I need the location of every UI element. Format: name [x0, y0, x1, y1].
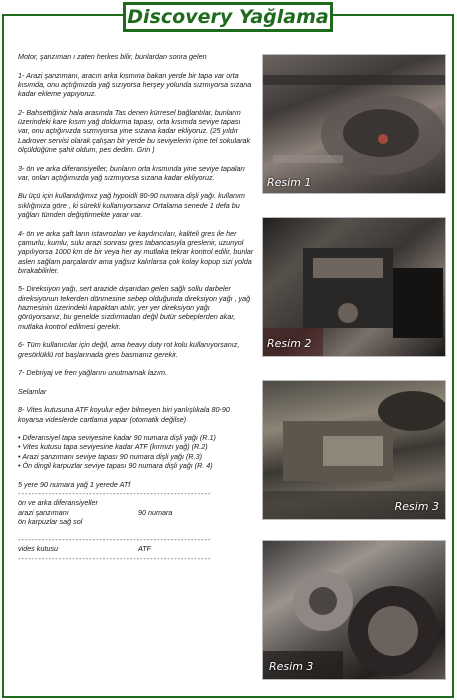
- intro-text: Motor, şanzıman ı zaten herkes bilir, bunlardan sonra gelen: [18, 52, 207, 61]
- title-box: [123, 2, 333, 32]
- paragraph-7: 7- Debriyaj ve fren yağlarını unutmamak lazım.: [18, 368, 168, 378]
- paragraph-3: 3- ön ve arka diferansiyeller, bunların orta kısmında yine seviye tapaları var, onları açtığımızda yağ sızmıyorsa sızana kadar ekliyoruz.: [18, 163, 245, 182]
- summary-row: [18, 508, 254, 517]
- article-body: [18, 52, 254, 563]
- divider-dashes: - - - - - - - - - - - - - - - - - - - - - - - - - - - - - - - - - - - - - - - - - - - - - - - - - - - - - - - - -: [18, 488, 210, 498]
- photo-caption: Resim 3: [269, 660, 314, 673]
- photo-transfer-case: [262, 380, 446, 520]
- photo-caption: Resim 3: [394, 500, 439, 513]
- paragraph-8: 8- Vites kutusuna ATF koyulur eğer bilmeyen biri yanlışlıkala 80-90 koyarsa videslerde cartlama yapar (otomatik değilse): [18, 405, 230, 424]
- photo-swivel-hub: [262, 540, 446, 680]
- divider-dashes: - - - - - - - - - - - - - - - - - - - - - - - - - - - - - - - - - - - - - - - - - - - - - - - - - - - - - - - - -: [18, 535, 210, 545]
- summary-row-key: ön karpuzlar sağ sol: [18, 516, 83, 526]
- summary-row-value: ATF: [138, 544, 152, 554]
- bullet-item: • Ön dingil karpuzlar seviye tapası 90 numara dişli yağı (R. 4): [18, 461, 213, 471]
- bullet-item: • Diferansiyel tapa seviyesine kadar 90 numara dişli yağı (R.1): [18, 433, 216, 443]
- paragraph-1: 1- Arazi şanzımanı, aracın arka kısmına bakan yerde bir tapa var orta kısımda, onu açtığınızda yağ sızıyorsa herşey yolunda sızmıyorsa sızana kadar ekleme yapıyoruz.: [18, 70, 252, 99]
- paragraph-5: 5- Direksiyon yağı, sert arazide dışarıdan gelen sağlı sollu darbeler direksiyonun tekerden dönmesine sebep olduğunda direksiyon yağı , yağ haznesinin üzerindeki kapaktan atılır, yer yer direksiyon yağı görüyorsanız, bu genelde sızdırmadan değil butür sebeplerden akar, mutlaka kontrol edilmesi gerekir.: [18, 284, 251, 331]
- summary-bullet-list: [18, 433, 254, 470]
- summary-row-key: vides kutusu: [18, 544, 58, 554]
- photo-gearbox: [262, 217, 446, 357]
- summary-line: 5 yere 90 numara yağ 1 yerede ATf: [18, 479, 131, 489]
- page-title: Discovery Yağlama: [127, 6, 329, 28]
- summary-row-value: 90 numara: [138, 507, 173, 517]
- bullet-item: • Arazi şanzımanı seviye tapası 90 numara dişli yağı (R.3): [18, 451, 203, 461]
- summary-row: [18, 498, 254, 507]
- photo-caption: Resim 1: [267, 176, 312, 189]
- photo-icon: [263, 55, 446, 194]
- photo-caption: Resim 2: [267, 337, 312, 350]
- summary-row: [18, 517, 254, 526]
- paragraph-4: 4- ön ve arka şaft ların istavrozları ve kaydırıcıları, kaliteli gres ile her çamurlu, kumlu, sulu arazi sonrası gres tabancasıyla greslenir, uzunyol yapılıyorsa 1000 km de bir veya her ay mutlaka tekrar kontrol edilir, bunlar aslen sağlam parçalardır ama yağsız kalırlarsa çok kolay kopup sizi yolda bırakabilirler.: [18, 228, 254, 275]
- greeting-text: Selamlar: [18, 386, 47, 396]
- paragraph-oil-type: Bu üçü için kullandığımız yağ hypoidli 80-90 numara dişli yağı. kullanım sıklığınıza göre , ki sürekli kullanıyorsanız Ortalama senede 1 defa bu yağları tümden değiştirmekte yarar var.: [18, 191, 245, 220]
- summary-row-key: ön ve arka diferansiyeller: [18, 498, 98, 508]
- paragraph-2: 2- Bahsettiğiniz hala arasında Tas denen kürresel bağlantılar, bunların üzerindeki kare kısım yağ doldurma tapası, orta kısımda seviye tapası var, onu açtığınızda sızmıyorsa yine sızana kadar ekliyoruz. (25 yıldır Ladrover servisi olarak çalışan bir yerde bu seviyelerin içine tel sokularak ölçüldüğüne şahit oldum, pes dedim. Grin ): [18, 107, 251, 154]
- summary-row-key: arazi şanzımanı: [18, 507, 69, 517]
- paragraph-6: 6- Tüm kullanıcılar için değil, ama heavy duty rot kolu kullanıyorsanız, gresörlüklü rot başlarınada gres basmanız gerekir.: [18, 340, 240, 359]
- summary-row: [18, 544, 254, 553]
- bullet-item: • Vites kutusu tapa seviyesine kadar ATF (kırmızı yağ) (R.2): [18, 442, 208, 452]
- divider-dashes: - - - - - - - - - - - - - - - - - - - - - - - - - - - - - - - - - - - - - - - - - - - - - - - - - - - - - - - - -: [18, 553, 210, 563]
- photo-differential: [262, 54, 446, 194]
